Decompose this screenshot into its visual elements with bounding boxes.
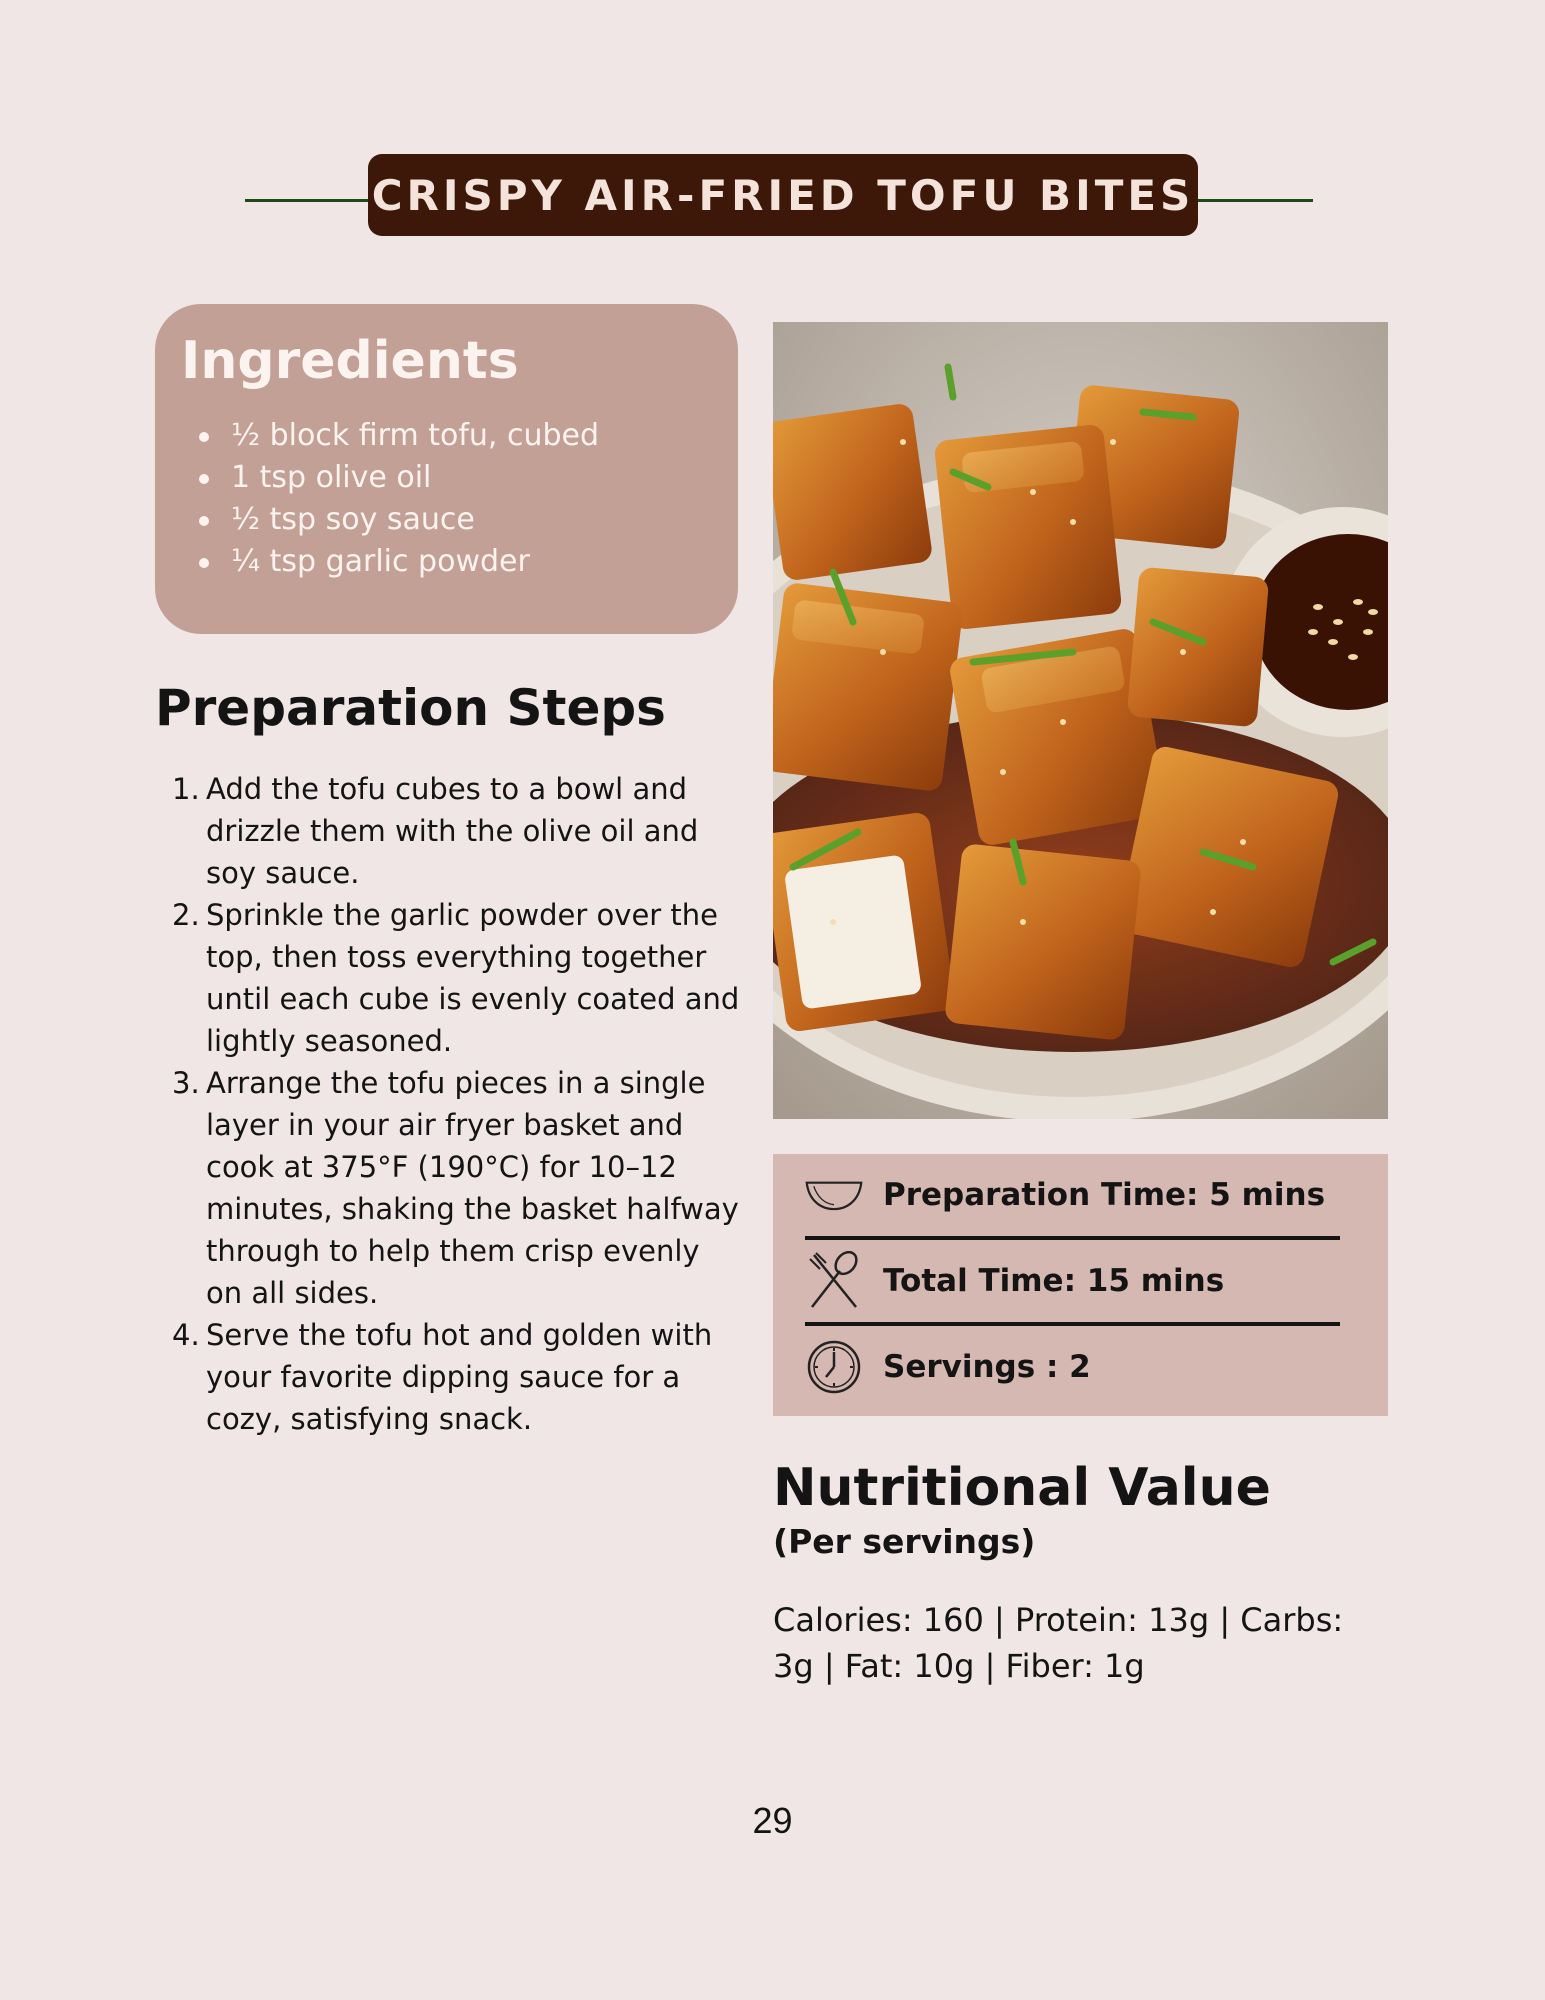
ingredient-item: ½ block firm tofu, cubed [199,415,712,457]
title-banner [0,154,1545,238]
step-number: 2. [172,898,200,932]
ingredients-heading: Ingredients [181,331,519,391]
step-number: 4. [172,1318,200,1352]
servings-row [805,1326,1340,1408]
title-pill [368,154,1198,236]
step-text: Sprinkle the garlic powder over the top, then toss everything together until each cube is evenly coated and lightly seasoned. [206,898,740,1058]
ingredients-list [181,415,712,583]
steps-list [172,768,742,1440]
fork-spoon-icon [805,1252,863,1310]
nutrition-subheading: (Per servings) [773,1522,1036,1561]
step-item [172,1062,742,1314]
step-text: Arrange the tofu pieces in a single layer in your air fryer basket and cook at 375°F (190°C) for 10–12 minutes, shaking the basket halfway through to help them crisp evenly on all sides. [206,1066,739,1310]
step-item [172,894,742,1062]
page-number: 29 [752,1800,793,1841]
total-time-row [805,1240,1340,1322]
step-number: 3. [172,1066,200,1100]
servings-label: Servings : 2 [883,1349,1091,1385]
total-time-label: Total Time: 15 mins [883,1263,1225,1299]
ingredient-item: ½ tsp soy sauce [199,499,712,541]
step-number: 1. [172,772,200,806]
prep-time-label: Preparation Time: 5 mins [883,1177,1326,1213]
nutrition-heading: Nutritional Value [773,1458,1271,1518]
step-text: Add the tofu cubes to a bowl and drizzle them with the olive oil and soy sauce. [206,772,699,890]
ingredient-item: ¼ tsp garlic powder [199,541,712,583]
step-item [172,1314,742,1440]
step-text: Serve the tofu hot and golden with your favorite dipping sauce for a cozy, satisfying snack. [206,1318,713,1436]
title-rule-right [1180,199,1313,202]
nutrition-values: Calories: 160 | Protein: 13g | Carbs: 3g | Fat: 10g | Fiber: 1g [773,1601,1344,1685]
clock-icon [805,1338,863,1396]
step-item [172,768,742,894]
ingredients-card [155,304,738,634]
recipe-info-box [773,1154,1388,1416]
page-title: CRISPY AIR-FRIED TOFU BITES [371,170,1195,220]
prep-time-row [805,1154,1340,1236]
title-rule-left [245,199,380,202]
steps-heading: Preparation Steps [155,679,666,737]
tofu-photo [773,322,1388,1119]
bowl-icon [805,1166,863,1224]
ingredient-item: 1 tsp olive oil [199,457,712,499]
